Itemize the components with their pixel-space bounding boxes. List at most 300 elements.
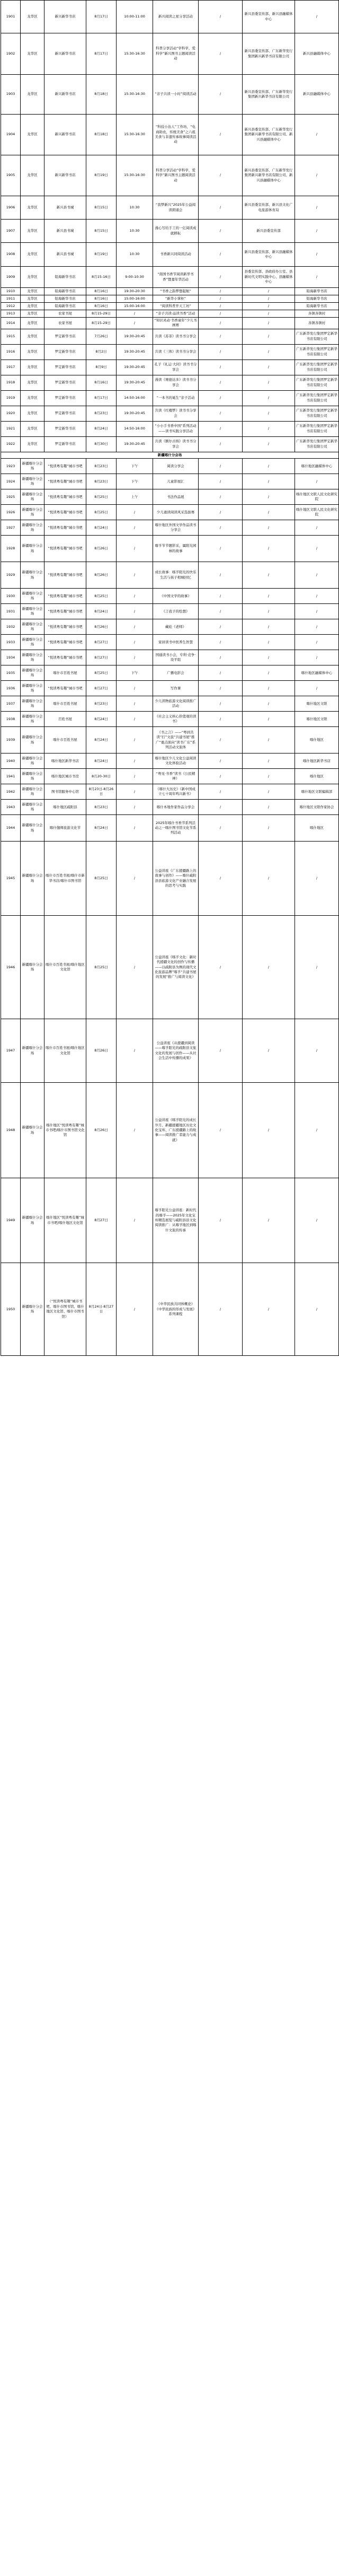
cell-date: 8月2日 <box>86 344 117 360</box>
cell-time: / <box>117 562 153 589</box>
cell-col8: / <box>243 459 295 474</box>
cell-content: “新华小掌柜” <box>153 295 199 303</box>
cell-col9: 喀什地区 <box>295 815 339 842</box>
cell-district: 新疆喀什分会场 <box>21 1019 44 1083</box>
cell-time: 下午 <box>117 474 153 489</box>
cell-time: 15:30-16:30 <box>117 115 153 155</box>
table-row <box>1 318 339 329</box>
cell-district: 新疆喀什分会场 <box>21 1178 44 1263</box>
cell-col7: / <box>199 842 243 916</box>
table-row <box>1 489 339 505</box>
cell-content: 公益讲座《喀孚阳光的成长岁月、新疆援疆地区历史文化宝库、广东援疆路上的故事——阅读推广者能力与成就》 <box>153 1083 199 1178</box>
cell-content: 《书之言》——“粤到共读”打”文旅“共建书屋”推广“重点面向”读书广东”系列活动文旅体 <box>153 727 199 753</box>
cell-content: 共读《额尔古纳》读书书分享会 <box>153 436 199 452</box>
cell-col8: / <box>243 842 295 916</box>
cell-time: 10:30 <box>117 196 153 220</box>
cell-content: 家居读书中医养生智慧 <box>153 635 199 650</box>
cell-venue: 罗定新华书店 <box>44 421 86 436</box>
cell-content: 书香新兴同阅读活动 <box>153 243 199 267</box>
cell-time: 19:30-20:45 <box>117 436 153 452</box>
cell-date: 7月26日 <box>86 329 117 344</box>
cell-district: 龙华区 <box>21 33 44 75</box>
cell-time: / <box>117 1083 153 1178</box>
cell-number: 1945 <box>1 842 21 916</box>
table-row <box>1 1178 339 1263</box>
cell-number: 1944 <box>1 815 21 842</box>
cell-col9: / <box>295 650 339 665</box>
table-row <box>1 784 339 800</box>
cell-content: 广播电影会 <box>153 665 199 681</box>
cell-col8: / <box>243 489 295 505</box>
cell-time: 10:00-11:00 <box>117 1 153 33</box>
cell-district: 新疆喀什分会场 <box>21 681 44 696</box>
cell-content: 喀孚阳光公益讲座：新时代的喀孚——2025年文化宝库精选展览与疏附县县文化阅读推广：从喀孚地区到喀什文旅的传承 <box>153 1178 199 1263</box>
cell-col9: / <box>295 220 339 243</box>
cell-col7: / <box>199 459 243 474</box>
cell-content: “亲子共读一小时”阅读活动 <box>153 75 199 115</box>
cell-number: 1923 <box>1 459 21 474</box>
cell-district: 龙华区 <box>21 344 44 360</box>
cell-col9: 铅海新华书店 <box>295 295 339 303</box>
cell-col8: / <box>243 1019 295 1083</box>
cell-district: 龙华区 <box>21 196 44 220</box>
cell-col8: / <box>243 681 295 696</box>
cell-venue: 百姓书屋 <box>44 712 86 727</box>
cell-col7: / <box>199 33 243 75</box>
cell-district: 新疆喀什分会场 <box>21 589 44 604</box>
cell-col8: / <box>243 665 295 681</box>
cell-col9: 铅海新华书店 <box>295 288 339 295</box>
cell-col8: 县委宣传部、县政府办公室、县新时代文明实践中心、县融媒体中心 <box>243 267 295 288</box>
cell-col7: / <box>199 406 243 421</box>
cell-district: 龙华区 <box>21 155 44 196</box>
table-row <box>1 75 339 115</box>
cell-col8: / <box>243 784 295 800</box>
cell-content: 公益讲座《广东援疆路上的故事与创作》——喀什疏附县县旅游文化产业融合发展的思考与实践 <box>153 842 199 916</box>
cell-date: 8月24日 <box>86 520 117 536</box>
cell-district: 龙华区 <box>21 288 44 295</box>
cell-venue: 新兴县书城 <box>44 220 86 243</box>
cell-date: 8月15-16日 <box>86 267 117 288</box>
cell-col7: / <box>199 329 243 344</box>
table-row <box>1 727 339 753</box>
cell-date: 8月27日 <box>86 681 117 696</box>
table-row <box>1 436 339 452</box>
cell-col7: / <box>199 155 243 196</box>
cell-col8: / <box>243 1263 295 1356</box>
cell-date: 8月26日 <box>86 1083 117 1178</box>
cell-venue: 罗定新华书店 <box>44 344 86 360</box>
cell-col8: 新兴县委宣传部、广东新华发行集团新兴新华书店有限公司 <box>243 75 295 115</box>
cell-col8: / <box>243 916 295 1019</box>
cell-col7: / <box>199 1019 243 1083</box>
cell-col8: / <box>243 344 295 360</box>
cell-district: 龙华区 <box>21 243 44 267</box>
cell-district: 新疆喀什分会场 <box>21 604 44 619</box>
cell-date: 8月27日 <box>86 1178 117 1263</box>
cell-content: “南国书香节阅读新华书香”暨嘉年华活动 <box>153 267 199 288</box>
cell-col9: / <box>295 115 339 155</box>
cell-venue: 罗定新华书店 <box>44 329 86 344</box>
cell-date: 8月16日 <box>86 375 117 390</box>
cell-col8: / <box>243 536 295 562</box>
cell-time: 10:30 <box>117 220 153 243</box>
cell-number: 1935 <box>1 665 21 681</box>
cell-col7: / <box>199 650 243 665</box>
cell-time: / <box>117 536 153 562</box>
cell-time: 19:30-20:45 <box>117 344 153 360</box>
cell-col8: / <box>243 650 295 665</box>
cell-col9: / <box>295 842 339 916</box>
cell-venue: 罗定新华书店 <box>44 390 86 406</box>
cell-district: 龙华区 <box>21 295 44 303</box>
cell-time: 19:30-20:45 <box>117 375 153 390</box>
cell-content: “知识灵动·书香童年”少儿书画赛 <box>153 318 199 329</box>
cell-col7: / <box>199 1263 243 1356</box>
cell-content: “亲子共读·品读书香”活动 <box>153 310 199 318</box>
cell-content: 少儿读物旅游文化阅读推广活动 <box>153 696 199 712</box>
cell-time: / <box>117 520 153 536</box>
cell-col8: / <box>243 800 295 815</box>
cell-number: 1901 <box>1 1 21 33</box>
cell-date: 8月25日 <box>86 489 117 505</box>
cell-time: 9:00-10:30 <box>117 267 153 288</box>
cell-number: 1929 <box>1 562 21 589</box>
table-row <box>1 220 339 243</box>
cell-content: 喀什地区少儿文化公益阅读文化体验活动 <box>153 753 199 769</box>
cell-content: “我梦新兴”2025年公益阅读朗诵会 <box>153 196 199 220</box>
cell-number: 1950 <box>1 1263 21 1356</box>
cell-district: 新疆喀什分会场 <box>21 459 44 474</box>
cell-col7: / <box>199 520 243 536</box>
cell-number: 1908 <box>1 243 21 267</box>
cell-col8: / <box>243 727 295 753</box>
cell-col7: / <box>199 536 243 562</box>
cell-time: / <box>117 604 153 619</box>
cell-date: 8月26日 <box>86 536 117 562</box>
cell-date: 8月17日 <box>86 390 117 406</box>
table-row <box>1 842 339 916</box>
cell-content: 《中华民族共同体概论》《中华民族的形成与发展》系列课程 <box>153 1263 199 1356</box>
cell-col9: / <box>295 635 339 650</box>
cell-date: 8月26日 <box>86 619 117 635</box>
cell-time: 19:30-20:45 <box>117 360 153 375</box>
cell-col8: / <box>243 310 295 318</box>
table-row <box>1 295 339 303</box>
cell-content: “书香之韵梦想起航” <box>153 288 199 295</box>
cell-date: 8月24日 <box>86 727 117 753</box>
cell-content: 科普分享活动“学科学，爱科学”新兴图书主题阅读活动 <box>153 155 199 196</box>
cell-time: 14:50-16:00 <box>117 421 153 436</box>
cell-col9: / <box>295 1 339 33</box>
cell-number: 1931 <box>1 604 21 619</box>
cell-col8: / <box>243 712 295 727</box>
cell-number: 1918 <box>1 375 21 390</box>
cell-col8: / <box>243 406 295 421</box>
cell-venue: 喀什地区疏附县 <box>44 800 86 815</box>
cell-col9: 广东新华发行集团罗定新华书店有限公司 <box>295 375 339 390</box>
cell-time: 15:00-16:00 <box>117 303 153 310</box>
cell-col8: / <box>243 562 295 589</box>
cell-col7: / <box>199 619 243 635</box>
cell-col7: / <box>199 288 243 295</box>
cell-venue: “悦读粤有趣”城市书吧 <box>44 536 86 562</box>
cell-venue: “悦读粤有趣”城市书吧 <box>44 604 86 619</box>
cell-date: 8月24日 <box>86 421 117 436</box>
cell-number: 1913 <box>1 310 21 318</box>
cell-content: 孔子《礼运·大同》读书书分享会 <box>153 360 199 375</box>
cell-time: / <box>117 619 153 635</box>
cell-district: 新疆喀什分会场 <box>21 536 44 562</box>
cell-col9: / <box>295 619 339 635</box>
cell-district: 新疆喀什分会场 <box>21 635 44 650</box>
cell-district: 新疆喀什分会场 <box>21 696 44 712</box>
cell-col9: / <box>295 1083 339 1178</box>
cell-time: / <box>117 784 153 800</box>
cell-date: 8月15-29日 <box>86 318 117 329</box>
table-row <box>1 344 339 360</box>
cell-col7: / <box>199 1083 243 1178</box>
cell-col8: / <box>243 288 295 295</box>
cell-col7: / <box>199 295 243 303</box>
cell-district: 新疆喀什分会场 <box>21 505 44 520</box>
cell-content: 公益讲座《喀孚文化：新时代援疆文化的创作与传播——以疏附县为例的现代文化旅游品牌”喀孚“共建书屋的发展”推广与阅读文化》 <box>153 916 199 1019</box>
cell-number: 1920 <box>1 406 21 421</box>
table-row <box>1 474 339 489</box>
table-row <box>1 536 339 562</box>
cell-venue: 喀什市百姓书屋/喀什市新华书店/喀什市图书馆 <box>44 842 86 916</box>
cell-date: 8月23日 <box>86 800 117 815</box>
cell-number: 1937 <box>1 696 21 712</box>
cell-col9: / <box>295 155 339 196</box>
cell-venue: 喀什市百姓书屋 <box>44 727 86 753</box>
cell-number: 1949 <box>1 1178 21 1263</box>
cell-number: 1932 <box>1 619 21 635</box>
cell-district: 新疆喀什分会场 <box>21 916 44 1019</box>
cell-time: / <box>117 318 153 329</box>
cell-number: 1914 <box>1 318 21 329</box>
cell-col9: / <box>295 474 339 489</box>
cell-date: 8月17日 <box>86 33 117 75</box>
cell-col8: 新兴县委宣传部、广东新华发行集团新兴新华书店有限公司、新兴县融媒体中心 <box>243 155 295 196</box>
cell-date: 8月9日 <box>86 360 117 375</box>
cell-number: 1942 <box>1 784 21 800</box>
cell-date: 8月27日 <box>86 635 117 650</box>
cell-venue: 铅海新华书店 <box>44 267 86 288</box>
cell-time: 15:30-16:30 <box>117 75 153 115</box>
cell-number: 1904 <box>1 115 21 155</box>
cell-venue: “悦读粤有趣”城市书吧 <box>44 459 86 474</box>
table-row <box>1 459 339 474</box>
table-row <box>1 155 339 196</box>
cell-number: 1940 <box>1 753 21 769</box>
cell-col9: / <box>295 243 339 267</box>
cell-content: 儿童影展汇 <box>153 474 199 489</box>
cell-content: 成长故事：喀孚阳光的快乐生活与孩子相城回忆 <box>153 562 199 589</box>
cell-time: 15:00-16:00 <box>117 295 153 303</box>
cell-number: 1925 <box>1 489 21 505</box>
cell-content: 喀什本地作家作品分享会 <box>153 800 199 815</box>
cell-district: 龙华区 <box>21 436 44 452</box>
cell-district: 新疆喀什分会场 <box>21 1083 44 1178</box>
table-row <box>1 753 339 769</box>
cell-col9: 喀什地区融媒体中心 <box>295 459 339 474</box>
cell-time: / <box>117 1263 153 1356</box>
cell-venue: 铅海新华书店 <box>44 288 86 295</box>
cell-number: 1943 <box>1 800 21 815</box>
table-row <box>1 33 339 75</box>
cell-district: 新疆喀什分会场 <box>21 753 44 769</box>
table-row <box>1 589 339 604</box>
table-row <box>1 815 339 842</box>
cell-date: 8月15日 <box>86 196 117 220</box>
cell-time: 19:30-20:45 <box>117 406 153 421</box>
cell-venue: “悦读粤有趣”城市书吧 <box>44 562 86 589</box>
cell-col8: 新兴县委宣传部、广东新华发行集团新兴新华书店有限公司 <box>243 33 295 75</box>
cell-date: 8月30日 <box>86 436 117 452</box>
cell-content: 国通读书小会，专利·竞争·设平组 <box>153 650 199 665</box>
cell-content: 新兴阅读之星分享活动 <box>153 1 199 33</box>
cell-venue: 罗定新华书店 <box>44 375 86 390</box>
cell-district: 新疆喀什分会场 <box>21 712 44 727</box>
cell-col8: 新兴县委宣传部、新兴县文化广电旅游体育局 <box>243 196 295 220</box>
cell-date: 8月16日 <box>86 303 117 310</box>
cell-col8: 新兴县委宣传部、新兴县融媒体中心 <box>243 243 295 267</box>
cell-col9: 铅海新华书店 <box>295 303 339 310</box>
cell-col7: / <box>199 360 243 375</box>
cell-number: 1903 <box>1 75 21 115</box>
section-header: 新疆喀什分会场 <box>1 452 339 458</box>
table-row <box>1 267 339 288</box>
cell-venue: 喀什市百姓书屋 <box>44 696 86 712</box>
cell-venue: 新兴新华书店 <box>44 75 86 115</box>
cell-district: 新疆喀什分会场 <box>21 520 44 536</box>
table-row <box>1 665 339 681</box>
cell-number: 1919 <box>1 390 21 406</box>
cell-col8: / <box>243 619 295 635</box>
cell-col8: / <box>243 635 295 650</box>
cell-venue: “悦读粤有趣”城市书吧 <box>44 589 86 604</box>
cell-content: 共读《苏菲》读书书分享会 <box>153 329 199 344</box>
cell-content: 喀孚节节题影采，属阳光园林的故事 <box>153 536 199 562</box>
cell-venue: 新兴新华书店 <box>44 1 86 33</box>
cell-venue: 新兴新华书店 <box>44 115 86 155</box>
cell-venue: “悦读粤有趣”城市书吧 <box>44 635 86 650</box>
cell-col7: / <box>199 769 243 784</box>
cell-district: 新疆喀什分会场 <box>21 784 44 800</box>
cell-col7: / <box>199 1178 243 1263</box>
cell-date: 8月23日-8月26日 <box>86 784 117 800</box>
cell-date: 8月25日 <box>86 665 117 681</box>
cell-number: 1902 <box>1 33 21 75</box>
activity-table <box>1 0 339 1356</box>
cell-col8: 新兴县委宣传部、新兴县融媒体中心 <box>243 1 295 33</box>
cell-district: 龙华区 <box>21 390 44 406</box>
cell-col7: / <box>199 589 243 604</box>
cell-col8: / <box>243 421 295 436</box>
cell-col7: / <box>199 220 243 243</box>
cell-col7: / <box>199 115 243 155</box>
table-row <box>1 769 339 784</box>
cell-district: 新疆喀什分会场 <box>21 650 44 665</box>
cell-time: / <box>117 727 153 753</box>
cell-col9: 广东新华发行集团罗定新华书店有限公司 <box>295 360 339 375</box>
cell-time: 10:30 <box>117 243 153 267</box>
cell-col8: / <box>243 436 295 452</box>
table-row <box>1 1083 339 1178</box>
cell-date: 8月19日 <box>86 243 117 267</box>
cell-col7: / <box>199 635 243 650</box>
cell-number: 1947 <box>1 1019 21 1083</box>
cell-col9: 喀什地区新华书店 <box>295 753 339 769</box>
cell-number: 1912 <box>1 303 21 310</box>
cell-time: 19:30-20:45 <box>117 329 153 344</box>
cell-content: 科普分享活动“学科学，爱科学”新兴图书主题阅读活动 <box>153 33 199 75</box>
cell-number: 1927 <box>1 520 21 536</box>
cell-col7: / <box>199 310 243 318</box>
cell-content: 喀什地区外国文学作品读书分享会 <box>153 520 199 536</box>
table-row <box>1 421 339 436</box>
cell-number: 1938 <box>1 712 21 727</box>
cell-district: 龙华区 <box>21 329 44 344</box>
cell-col8: / <box>243 303 295 310</box>
cell-col7: / <box>199 665 243 681</box>
cell-time: / <box>117 1019 153 1083</box>
cell-col9: / <box>295 681 339 696</box>
table-row <box>1 650 339 665</box>
cell-number: 1906 <box>1 196 21 220</box>
cell-col8: / <box>243 505 295 520</box>
table-row <box>1 196 339 220</box>
cell-col7: / <box>199 344 243 360</box>
cell-content: 漫读《赛德达多》读书书分享会 <box>153 375 199 390</box>
cell-time: 15:30-16:30 <box>117 33 153 75</box>
cell-col7: / <box>199 727 243 753</box>
cell-date: 8月17日 <box>86 1 117 33</box>
cell-venue: “悦读粤有趣”城市书吧 <box>44 474 86 489</box>
cell-col7: / <box>199 267 243 288</box>
cell-col9: 喀什地区文联人民文化研究院 <box>295 489 339 505</box>
cell-col9: 新兴县融媒体中心 <box>295 75 339 115</box>
cell-time: / <box>117 842 153 916</box>
cell-date: 8月15日 <box>86 220 117 243</box>
cell-content: 写作课 <box>153 681 199 696</box>
cell-venue: 喀什市百姓书屋/喀什地区文化馆 <box>44 1019 86 1083</box>
cell-number: 1916 <box>1 344 21 360</box>
cell-time: / <box>117 681 153 696</box>
cell-col7: / <box>199 562 243 589</box>
cell-venue: 农家书屋 <box>44 318 86 329</box>
cell-content: 藏娃《老师》 <box>153 619 199 635</box>
cell-col7: / <box>199 196 243 220</box>
cell-content: 《言我子的绘想》 <box>153 604 199 619</box>
cell-venue: 新兴县书城 <box>44 243 86 267</box>
cell-col9: / <box>295 589 339 604</box>
cell-district: 新疆喀什分会场 <box>21 665 44 681</box>
cell-venue: 罗定新华书店 <box>44 360 86 375</box>
cell-col8: / <box>243 520 295 536</box>
cell-time: / <box>117 815 153 842</box>
table-row <box>1 1263 339 1356</box>
cell-date: 8月25日 <box>86 589 117 604</box>
cell-content: 《社会主义核心价值观的读书》 <box>153 712 199 727</box>
table-row <box>1 696 339 712</box>
cell-date: 8月23日 <box>86 696 117 712</box>
cell-district: 龙华区 <box>21 375 44 390</box>
cell-venue: 喀什市百姓书屋/喀什地区文化馆 <box>44 916 86 1019</box>
cell-col8: 新兴县委宣传部 <box>243 220 295 243</box>
table-row <box>1 562 339 589</box>
